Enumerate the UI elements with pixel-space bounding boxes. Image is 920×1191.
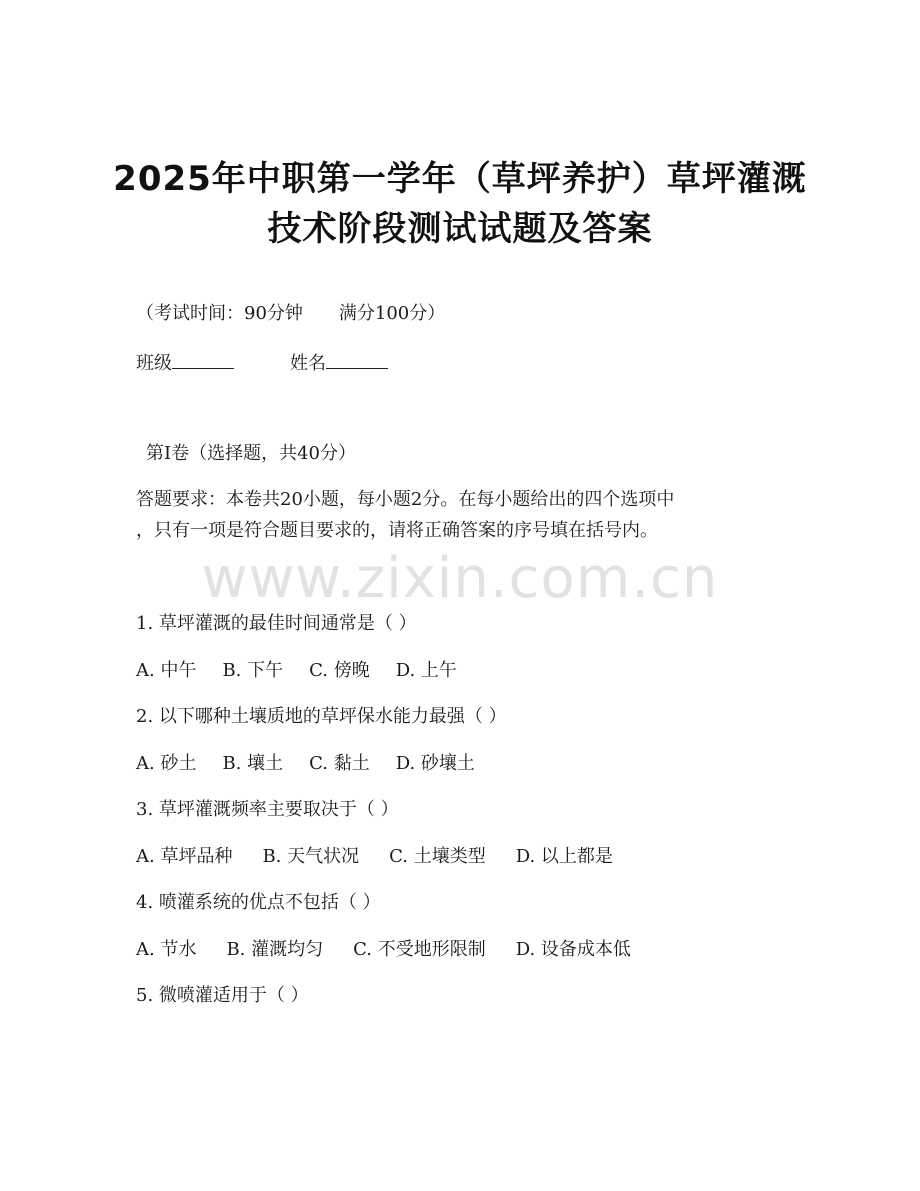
- option-a[interactable]: A. 砂土: [136, 753, 197, 774]
- question-5-stem: 5. 微喷灌适用于（ ）: [136, 985, 309, 1006]
- question-1-stem: 1. 草坪灌溉的最佳时间通常是（ ）: [136, 613, 417, 634]
- question-4-stem: 4. 喷灌系统的优点不包括（ ）: [136, 892, 381, 913]
- question-3-options: [136, 844, 613, 870]
- option-b[interactable]: B. 下午: [222, 660, 284, 681]
- name-blank[interactable]: [326, 350, 388, 369]
- question-1-options: [136, 658, 457, 684]
- question-2-stem: 2. 以下哪种土壤质地的草坪保水能力最强（ ）: [136, 706, 507, 727]
- option-b[interactable]: B. 天气状况: [262, 846, 360, 867]
- option-a[interactable]: A. 草坪品种: [136, 846, 233, 867]
- option-b[interactable]: B. 壤土: [222, 753, 284, 774]
- option-a[interactable]: A. 中午: [136, 660, 197, 681]
- option-c[interactable]: C. 傍晚: [309, 660, 370, 681]
- question-4-options: [136, 937, 631, 963]
- option-d[interactable]: D. 上午: [395, 660, 457, 681]
- option-b[interactable]: B. 灌溉均匀: [226, 939, 324, 960]
- question-3-stem: 3. 草坪灌溉频率主要取决于（ ）: [136, 799, 399, 820]
- option-c[interactable]: C. 不受地形限制: [353, 939, 486, 960]
- requirement-line-2: ，只有一项是符合题目要求的，请将正确答案的序号填在括号内。: [136, 520, 658, 541]
- watermark: www.zixin.com.cn: [201, 546, 719, 611]
- option-d[interactable]: D. 设备成本低: [515, 939, 631, 960]
- document-title-line-2: 技术阶段测试试题及答案: [267, 209, 653, 249]
- class-label: 班级: [136, 353, 172, 374]
- option-d[interactable]: D. 以上都是: [515, 846, 613, 867]
- question-2-options: [136, 751, 475, 777]
- option-c[interactable]: C. 黏土: [309, 753, 370, 774]
- option-a[interactable]: A. 节水: [136, 939, 197, 960]
- student-info-row: [136, 350, 388, 377]
- requirement-line-1: 答题要求：本卷共20小题，每小题2分。在每小题给出的四个选项中: [136, 489, 675, 510]
- option-d[interactable]: D. 砂壤土: [395, 753, 475, 774]
- option-c[interactable]: C. 土壤类型: [389, 846, 486, 867]
- class-blank[interactable]: [172, 350, 234, 369]
- exam-info: （考试时间：90分钟 满分100分）: [136, 303, 446, 324]
- name-label: 姓名: [290, 353, 326, 374]
- volume-heading: 第Ⅰ卷（选择题，共40分）: [146, 443, 357, 464]
- document-title-line-1: 2025年中职第一学年（草坪养护）草坪灌溉: [113, 159, 807, 199]
